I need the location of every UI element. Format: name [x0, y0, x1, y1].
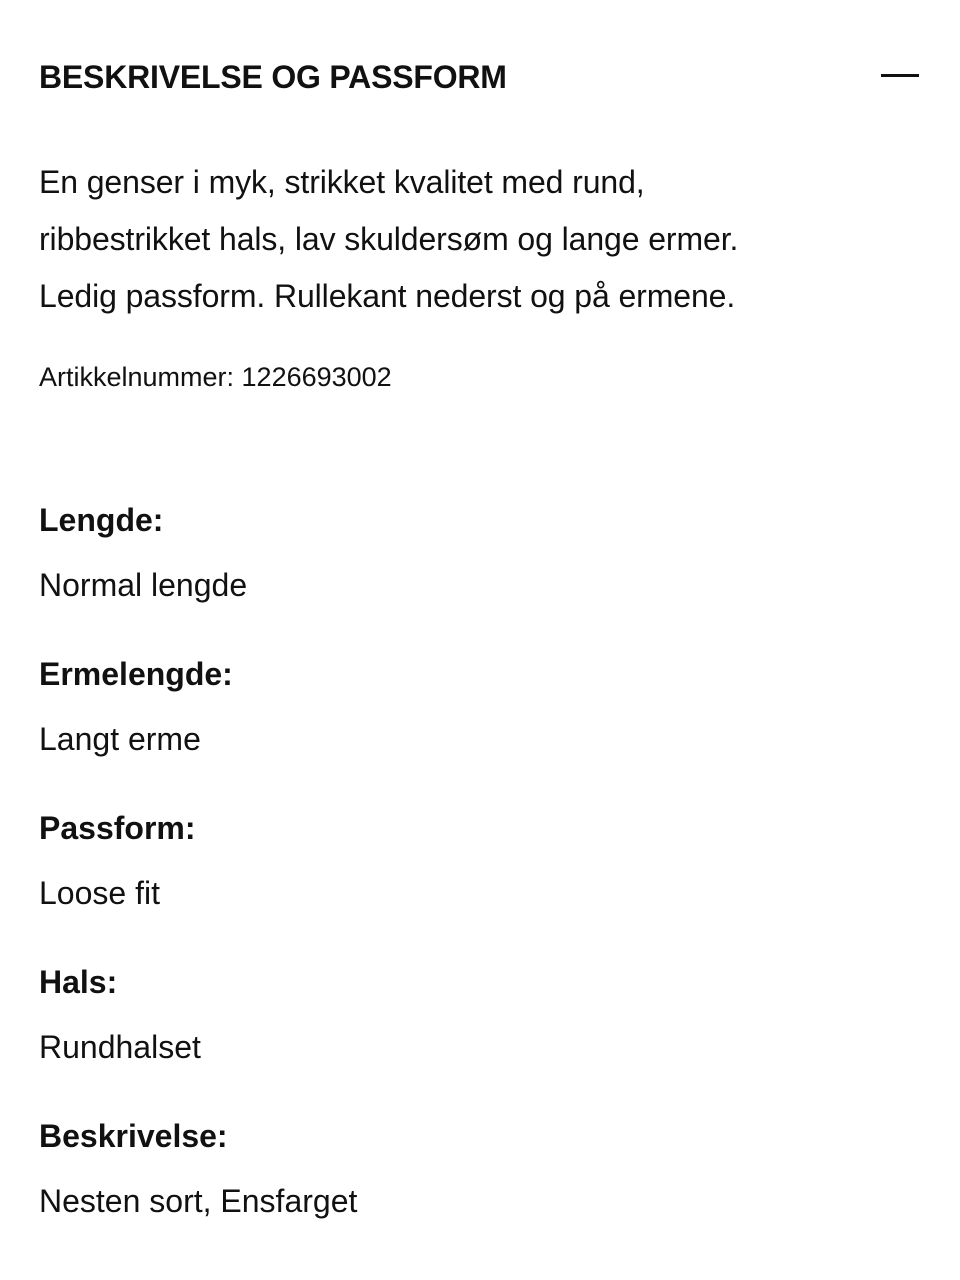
attribute-value: Nesten sort, Ensfarget — [39, 1183, 358, 1219]
attribute-list — [39, 498, 899, 1268]
attribute-label: Ermelengde: — [39, 656, 233, 692]
attribute-sleeve-length — [39, 652, 899, 806]
section-title: BESKRIVELSE OG PASSFORM — [39, 59, 507, 95]
attribute-value: Langt erme — [39, 721, 201, 757]
attribute-neckline — [39, 960, 899, 1114]
minus-icon[interactable] — [881, 74, 919, 77]
product-description — [39, 154, 899, 325]
attribute-label: Passform: — [39, 810, 196, 846]
description-line: Ledig passform. Rullekant nederst og på ermene. — [39, 278, 736, 314]
description-line: En genser i myk, strikket kvalitet med rund, — [39, 164, 645, 200]
attribute-label: Beskrivelse: — [39, 1118, 228, 1154]
article-number: Artikkelnummer: 1226693002 — [39, 362, 392, 392]
attribute-value: Rundhalset — [39, 1029, 201, 1065]
attribute-fit — [39, 806, 899, 960]
attribute-label: Lengde: — [39, 502, 164, 538]
attribute-value: Loose fit — [39, 875, 160, 911]
attribute-length — [39, 498, 899, 652]
attribute-value: Normal lengde — [39, 567, 248, 603]
attribute-label: Hals: — [39, 964, 118, 1000]
collapse-toggle-button[interactable] — [877, 59, 921, 89]
section-header[interactable] — [39, 55, 921, 103]
description-line: ribbestrikket hals, lav skuldersøm og lange ermer. — [39, 221, 739, 257]
attribute-description — [39, 1114, 899, 1268]
